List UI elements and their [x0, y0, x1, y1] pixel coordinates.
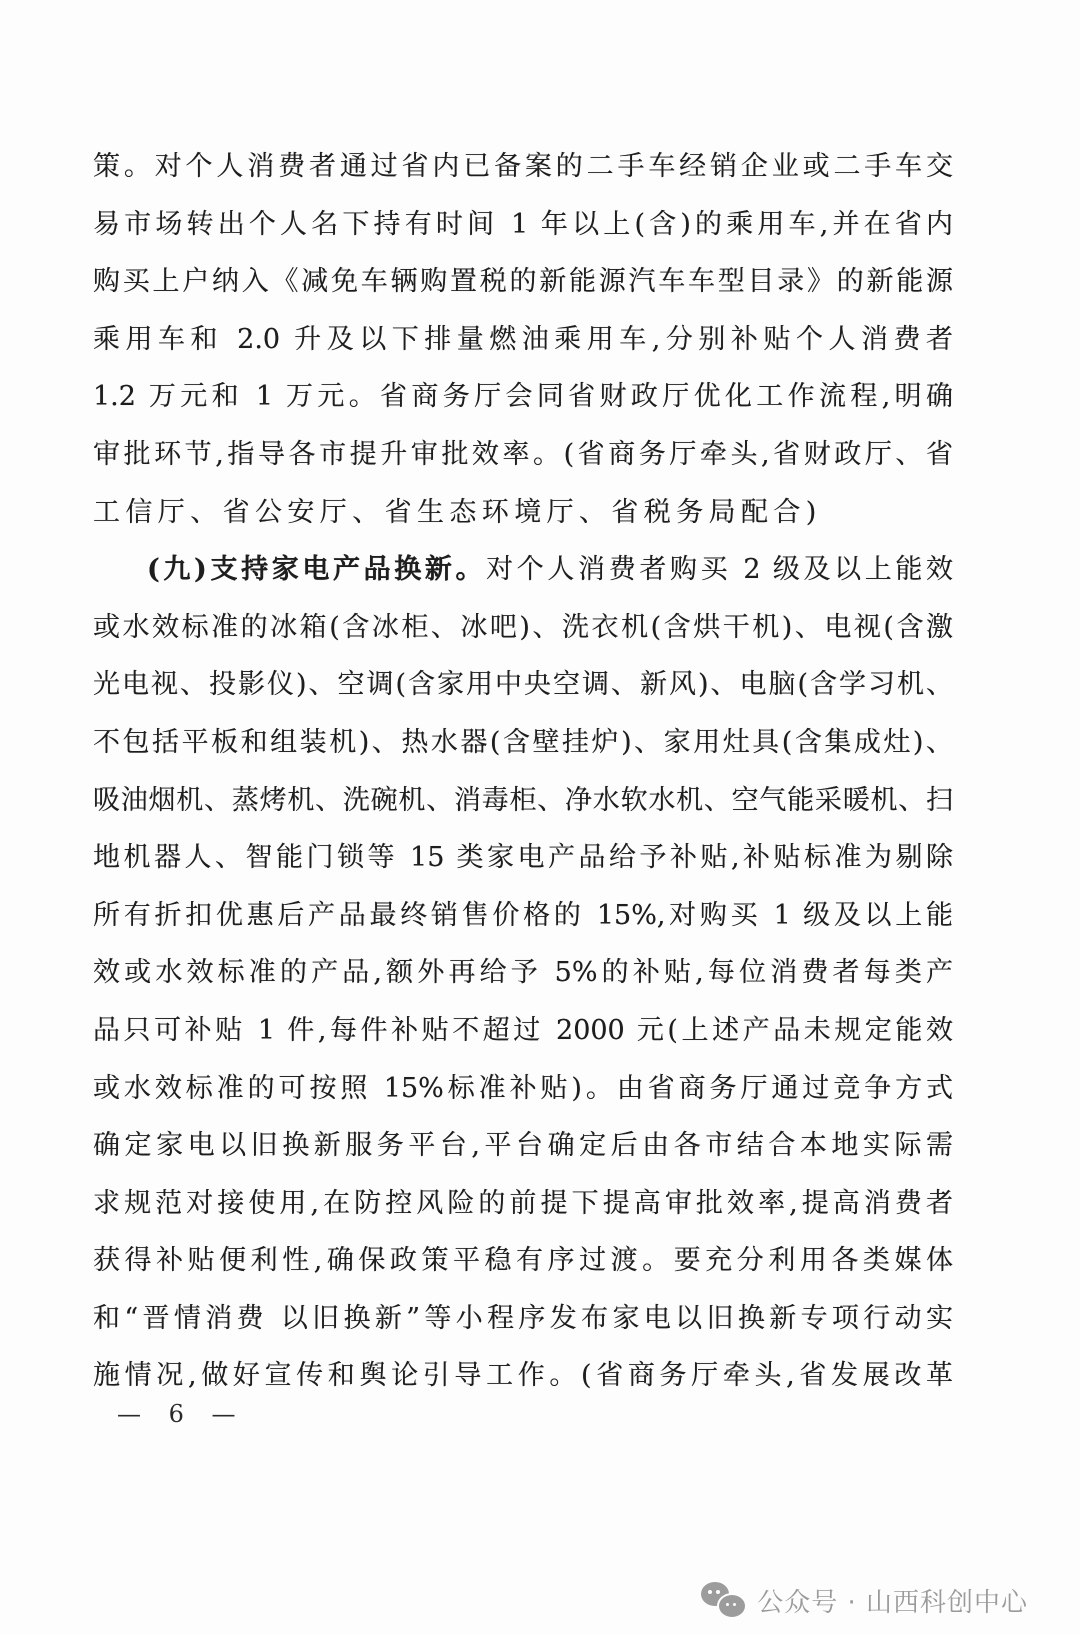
text-line: 效或水效标准的产品,额外再给予 5%的补贴,每位消费者每类产 — [93, 957, 953, 989]
wechat-watermark — [701, 1580, 1028, 1620]
text-line: 不包括平板和组装机)、热水器(含壁挂炉)、家用灶具(含集成灶)、 — [93, 726, 953, 758]
text-line: 或水效标准的可按照 15%标准补贴)。由省商务厅通过竞争方式 — [93, 1072, 953, 1104]
text-line: 光电视、投影仪)、空调(含家用中央空调、新风)、电脑(含学习机、 — [93, 669, 953, 701]
text-line: 确定家电以旧换新服务平台,平台确定后由各市结合本地实际需 — [93, 1130, 953, 1162]
text-line: 品只可补贴 1 件,每件补贴不超过 2000 元(上述产品未规定能效 — [93, 1014, 953, 1046]
watermark-label: 公众号 · 山西科创中心 — [757, 1587, 1028, 1618]
page-number: — 6 — — [117, 1400, 246, 1428]
text-line: 所有折扣优惠后产品最终销售价格的 15%,对购买 1 级及以上能 — [93, 899, 953, 931]
text-line: 审批环节,指导各市提升审批效率。(省商务厅牵头,省财政厅、省 — [93, 438, 953, 470]
text-line: 或水效标准的冰箱(含冰柜、冰吧)、洗衣机(含烘干机)、电视(含激 — [93, 611, 953, 643]
document-body — [93, 138, 953, 1405]
text-line: 地机器人、智能门锁等 15 类家电产品给予补贴,补贴标准为剔除 — [93, 842, 953, 874]
section-heading-line — [93, 541, 953, 599]
text-line: 购买上户纳入《减免车辆购置税的新能源汽车车型目录》的新能源 — [93, 266, 953, 298]
text-line: 1.2 万元和 1 万元。省商务厅会同省财政厅优化工作流程,明确 — [93, 381, 953, 413]
text-line: 求规范对接使用,在防控风险的前提下提高审批效率,提高消费者 — [93, 1187, 953, 1219]
text-line: 吸油烟机、蒸烤机、洗碗机、消毒柜、净水软水机、空气能采暖机、扫 — [93, 784, 953, 816]
wechat-icon — [701, 1580, 747, 1620]
text-line: 乘用车和 2.0 升及以下排量燃油乘用车,分别补贴个人消费者 — [93, 323, 953, 355]
text-line: 工信厅、省公安厅、省生态环境厅、省税务局配合) — [93, 496, 822, 528]
section-heading: (九)支持家电产品换新。 — [147, 554, 487, 586]
text-line: 施情况,做好宣传和舆论引导工作。(省商务厅牵头,省发展改革 — [93, 1360, 953, 1392]
text-line-rest: 对个人消费者购买 2 级及以上能效 — [486, 554, 953, 586]
text-line: 获得补贴便利性,确保政策平稳有序过渡。要充分利用各类媒体 — [93, 1245, 953, 1277]
text-line: 策。对个人消费者通过省内已备案的二手车经销企业或二手车交 — [93, 151, 953, 182]
text-line: 和“晋情消费 以旧换新”等小程序发布家电以旧换新专项行动实 — [93, 1302, 953, 1334]
text-line: 易市场转出个人名下持有时间 1 年以上(含)的乘用车,并在省内 — [93, 208, 953, 240]
